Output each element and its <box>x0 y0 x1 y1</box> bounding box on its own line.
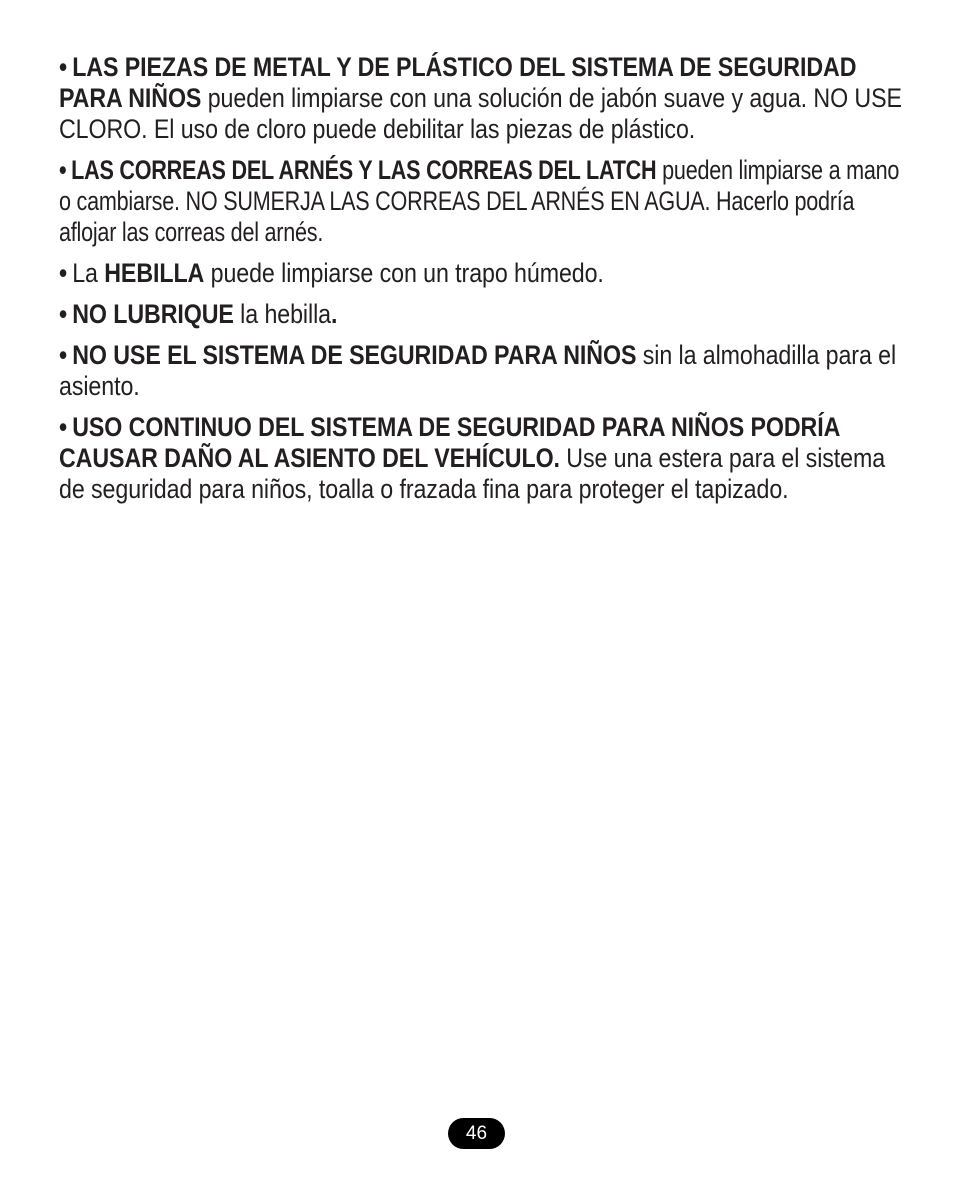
item-text: pueden limpiarse a mano o cambiarse. NO SUMERJA LAS CORREAS DEL ARNÉS EN AGUA. Hacerlo podría aflojar las correas del arnés. <box>59 155 900 247</box>
page-content <box>59 52 902 515</box>
item-bold-text: NO USE EL SISTEMA DE SEGURIDAD PARA NIÑOS <box>72 340 637 370</box>
item-text: puede limpiarse con un trapo húmedo. <box>204 258 604 288</box>
item-bold-text: HEBILLA <box>104 258 205 288</box>
page-number-badge: 46 <box>448 1118 505 1149</box>
bullet: • <box>59 412 68 442</box>
list-item-metal-plastic-parts <box>59 52 910 145</box>
item-pre-text: La <box>72 258 105 288</box>
item-text: la hebilla <box>233 299 331 329</box>
bullet: • <box>59 258 68 288</box>
item-text: Use una estera para el sistema de seguridad para niños, toalla o frazada fina para proteger el tapizado. <box>59 443 886 504</box>
list-item-no-lubricate <box>59 299 910 330</box>
item-bold-text: LAS PIEZAS DE METAL Y DE PLÁSTICO DEL SISTEMA DE SEGURIDAD PARA NIÑOS <box>59 52 857 113</box>
list-item-seat-pad <box>59 340 910 402</box>
list-item-buckle-cleaning <box>59 258 910 289</box>
item-bold-text: NO LUBRIQUE <box>72 299 234 329</box>
item-bold-text: USO CONTINUO DEL SISTEMA DE SEGURIDAD PARA NIÑOS PODRÍA CAUSAR DAÑO AL ASIENTO DEL VEHÍCULO. <box>59 412 840 473</box>
bullet: • <box>59 340 68 370</box>
item-text: pueden limpiarse con una solución de jabón suave y agua. NO USE CLORO. El uso de cloro puede debilitar las piezas de plástico. <box>59 83 902 144</box>
item-bold-text: LAS CORREAS DEL ARNÉS Y LAS CORREAS DEL LATCH <box>71 155 657 185</box>
list-item-harness-straps <box>59 155 915 248</box>
bullet: • <box>59 52 68 82</box>
bullet: • <box>59 299 68 329</box>
bullet: • <box>59 155 67 185</box>
item-end-punctuation: . <box>330 299 338 329</box>
list-item-vehicle-seat-damage <box>59 412 910 505</box>
item-text: sin la almohadilla para el asiento. <box>59 340 897 401</box>
